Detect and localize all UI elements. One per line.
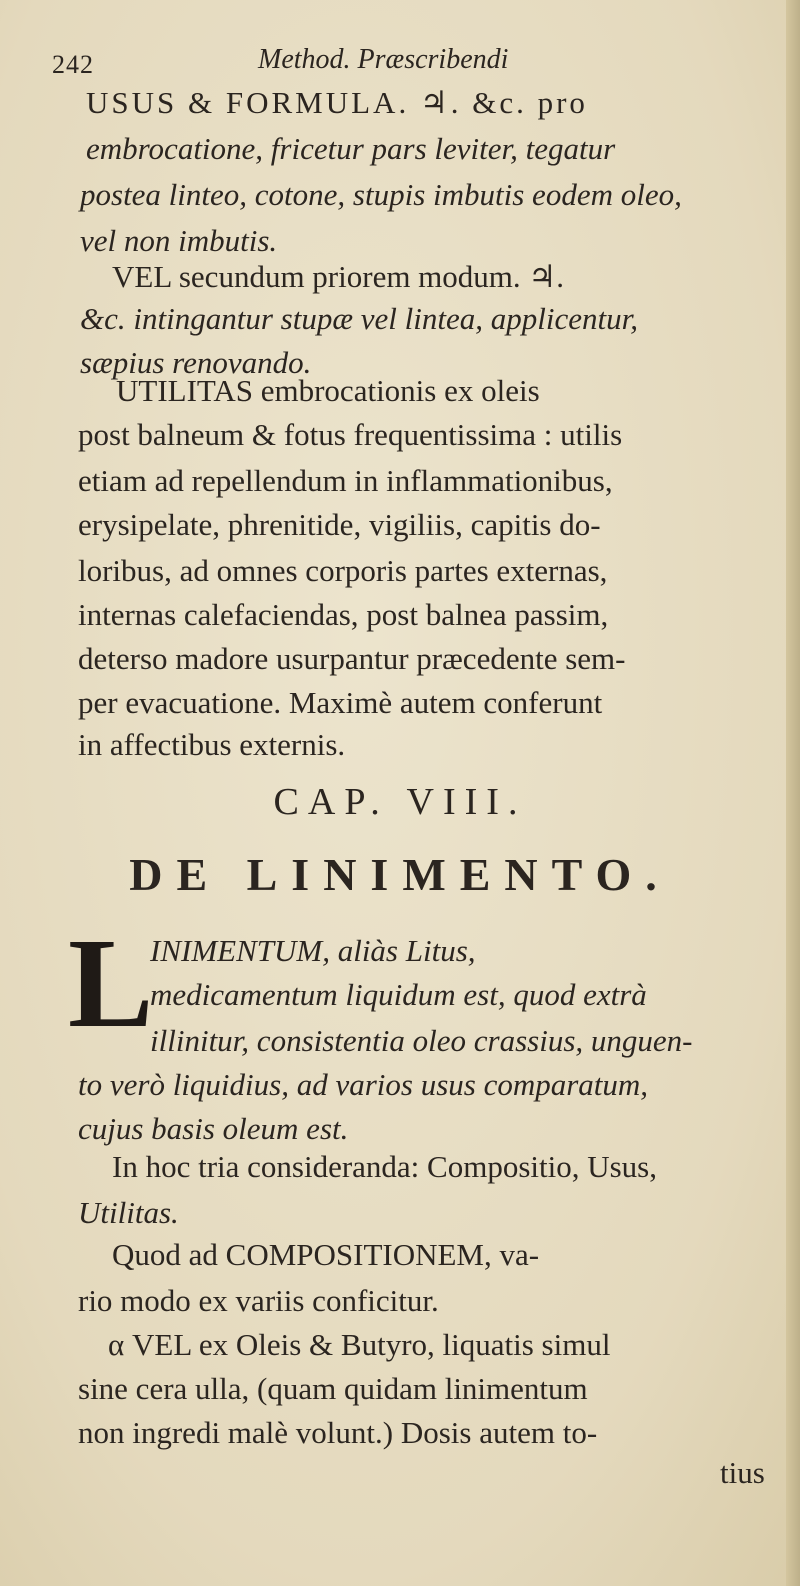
text-line: to verò liquidius, ad varios usus comparatum, [78,1067,649,1102]
text-line: per evacuatione. Maximè autem conferunt [78,685,603,720]
running-title: Method. Præscribendi [258,44,509,75]
text-line: loribus, ad omnes corporis partes externas, [78,553,608,588]
text-line: non ingredi malè volunt.) Dosis autem to- [78,1415,598,1450]
text-line: illinitur, consistentia oleo crassius, unguen- [150,1023,693,1058]
chapter-number: CAP. VIII. [273,781,527,823]
text-line: VEL secundum priorem modum. ♃. [112,259,564,294]
text-line: cujus basis oleum est. [78,1111,349,1146]
text-line: INIMENTUM, aliàs Litus, [150,933,476,968]
text-line: Utilitas. [78,1195,179,1230]
text-line: internas calefaciendas, post balnea passim, [78,597,609,632]
text-line: sæpius renovando. [80,345,312,380]
text-line: Quod ad COMPOSITIONEM, va- [112,1237,540,1272]
chapter-title: DE LINIMENTO. [129,849,671,900]
text-line: in affectibus externis. [78,727,346,762]
text-line: α VEL ex Oleis & Butyro, liquatis simul [108,1327,611,1362]
text-line: etiam ad repellendum in inflammationibus, [78,463,613,498]
text-line: deterso madore usurpantur præcedente sem- [78,641,626,676]
text-line: vel non imbutis. [80,223,278,258]
text-line: postea linteo, cotone, stupis imbutis eodem oleo, [80,177,682,212]
text-line: UTILITAS embrocationis ex oleis [116,373,540,408]
page-number: 242 [52,50,94,79]
drop-cap: L [68,912,154,1054]
text-line: post balneum & fotus frequentissima : utilis [78,417,623,452]
text-line: embrocatione, fricetur pars leviter, tegatur [86,131,616,166]
text-line: rio modo ex variis conficitur. [78,1283,439,1318]
text-line: medicamentum liquidum est, quod extrà [150,977,647,1012]
text-line: sine cera ulla, (quam quidam linimentum [78,1371,588,1406]
catchword: tius [720,1455,765,1490]
text-line: In hoc tria consideranda: Compositio, Usus, [112,1149,657,1184]
text-line: &c. intingantur stupæ vel lintea, applicentur, [80,301,638,336]
text-line: USUS & FORMULA. ♃. &c. pro [86,85,588,120]
text-line: erysipelate, phrenitide, vigiliis, capitis do- [78,507,601,542]
